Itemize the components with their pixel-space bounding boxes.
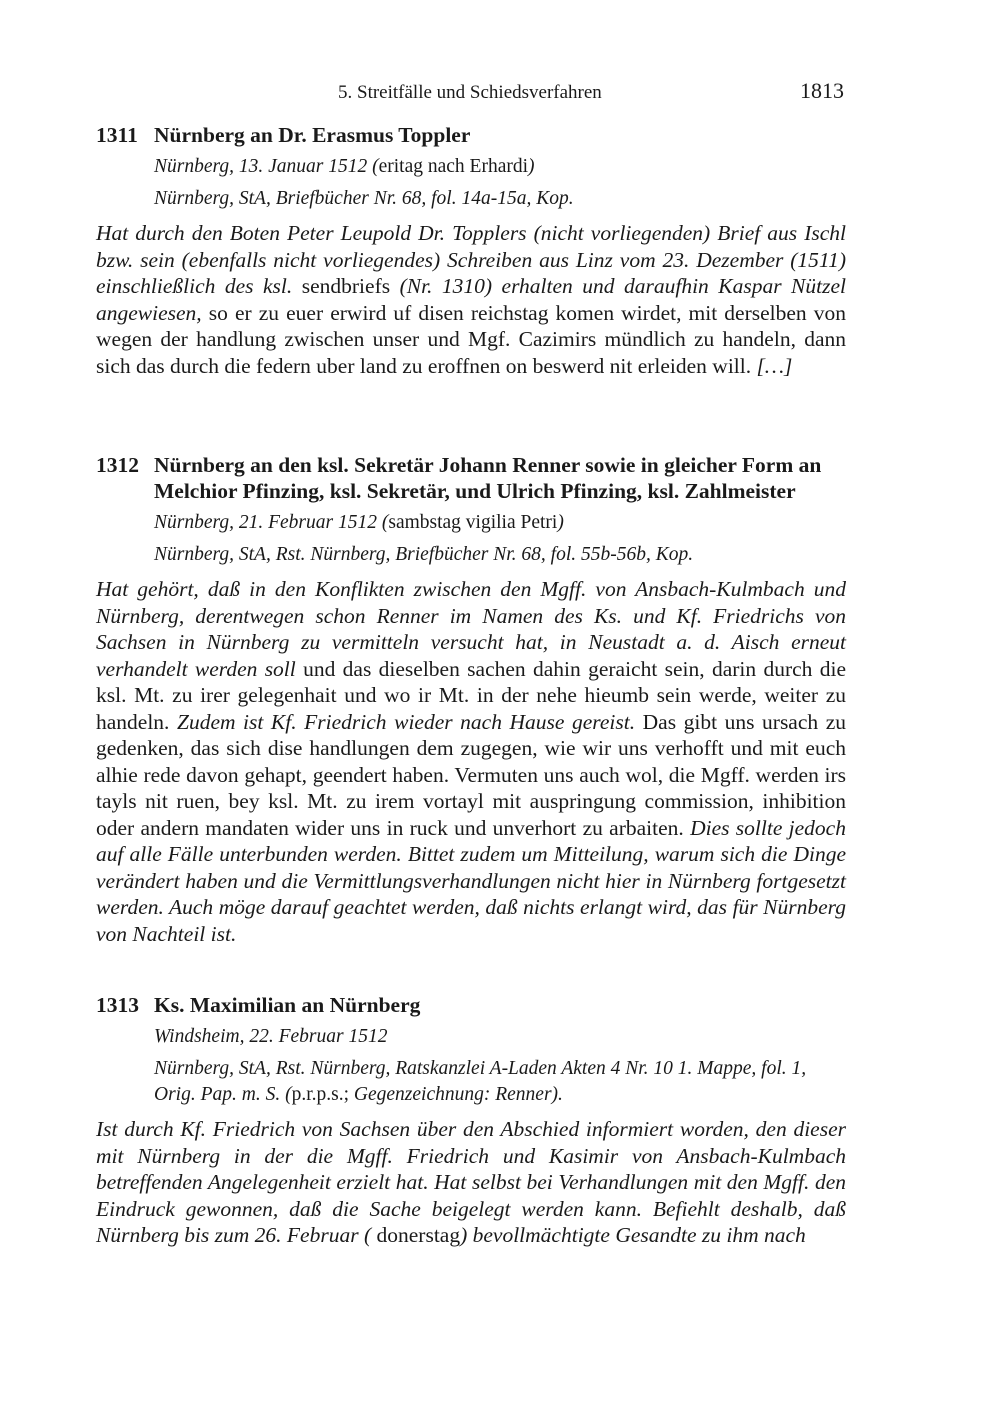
body-segment: Hat durch den Boten Peter Leupold Dr. Topplers (nicht vorliegenden) Brief aus Ischl bzw. sein (ebenfalls nicht vorliegendes) Schreiben aus Linz vom 23. Dezember (1511) einschließlich des ksl. (96, 221, 846, 298)
entry-source: Nürnberg, StA, Rst. Nürnberg, Briefbücher Nr. 68, fol. 55b-56b, Kop. (154, 544, 694, 565)
date-close: ) (557, 512, 564, 533)
entry-heading (96, 992, 846, 1018)
date-text: Nürnberg, 21. Februar 1512 ( (154, 512, 389, 533)
body-segment: Zudem ist Kf. Friedrich wieder nach Hause gereist. (176, 709, 643, 734)
body-segment: donerstag (371, 1223, 461, 1247)
entry-date (154, 510, 846, 536)
body-segment: und das dieselben sachen dahin geraicht sein, darin durch die ksl. Mt. zu irer gelegenhait und wo ir Mt. in der nehe hieumb sein werde, weiter zu handeln. (96, 656, 846, 734)
body-segment: (Nr. 1310) erhalten und daraufhin Kaspar Nützel angewiesen, (96, 274, 846, 325)
entry-1312 (96, 452, 846, 947)
entry-heading (96, 122, 846, 148)
body-segment: Das gibt uns ursach zu gedenken, das sich dise handlungen dem zugegen, wie wir uns verhofft und mit euch alhie rede davon gehapt, geendert haben. Vermuten uns auch wol, die Mgff. werden irs tayls nit ruen, bey ksl. Mt. zu irem vortayl mit auspringung commission, inhibition oder andern mandaten wider uns in ruck und unverhort zu arbaiten. (96, 709, 846, 840)
date-text: Nürnberg, 13. Januar 1512 ( (154, 156, 379, 177)
date-original: sambstag vigilia Petri (388, 512, 558, 533)
entry-title: Nürnberg an Dr. Erasmus Toppler (154, 123, 471, 147)
date-close: ) (528, 156, 535, 177)
entry-body (96, 576, 846, 947)
entry-body (96, 220, 846, 379)
entry-body (96, 1116, 846, 1249)
entry-date (154, 154, 846, 180)
running-header (96, 80, 844, 106)
entry-1313 (96, 992, 846, 1249)
entry-source: Nürnberg, StA, Briefbücher Nr. 68, fol. 14a-15a, Kop. (154, 188, 574, 209)
body-segment: Ist durch Kf. Friedrich von Sachsen über den Abschied informiert worden, den dieser mit Nürnberg in der die Mgff. Friedrich und Kasimir von Ansbach-Kulmbach betreffenden Angelegenheit erzielt hat. Hat selbst bei Verhandlungen mit den Mgff. den Eindruck gewonnen, daß die Sache beigelegt werden kann. Befiehlt deshalb, daß Nürnberg bis zum 26. Februar ( (96, 1117, 846, 1247)
page-number: 1813 (800, 78, 844, 103)
entry-heading (96, 452, 846, 504)
body-segment: ) bevollmächtigte Gesandte zu ihm nach (460, 1223, 806, 1247)
date-original: eritag nach Erhardi (378, 156, 529, 177)
entry-title: Nürnberg an den ksl. Sekretär Johann Renner sowie in gleicher Form an Melchior Pfinzing, ksl. Sekretär, und Ulrich Pfinzing, ksl. Zahlmeister (154, 453, 822, 503)
source-close: Gegenzeichnung: Renner). (349, 1084, 563, 1105)
source-text: Nürnberg, StA, Rst. Nürnberg, Ratskanzlei A-Laden Akten 4 Nr. 10 1. Mappe, fol. 1, Orig. Pap. m. S. ( (154, 1058, 807, 1105)
entry-1311 (96, 122, 846, 379)
entry-date: Windsheim, 22. Februar 1512 (154, 1026, 388, 1047)
entry-source (154, 1056, 846, 1108)
entry-number: 1313 (96, 993, 139, 1017)
entry-number: 1312 (96, 453, 139, 477)
running-header-title: 5. Streitfälle und Schiedsverfahren (338, 82, 602, 103)
source-original: p.r.p.s.; (291, 1084, 350, 1105)
body-segment: so er zu euer erwird uf disen reichstag komen wirdet, mit derselben von wegen der handlung zwischen unser und Mgf. Cazimirs mündlich zu handeln, dann sich das durch die federn uber land zu eroffnen on beswerd nit erleiden will. (96, 300, 847, 378)
body-segment: Hat gehört, daß in den Konflikten zwischen den Mgff. von Ansbach-Kulmbach und Nürnberg, derentwegen schon Renner im Namen des Ks. und Kf. Friedrichs von Sachsen in Nürnberg zu vermitteln versucht hat, in Neustadt a. d. Aisch erneut verhandelt werden soll (96, 577, 846, 681)
entry-number: 1311 (96, 123, 138, 147)
body-segment: […] (756, 353, 793, 378)
entry-title: Ks. Maximilian an Nürnberg (154, 993, 421, 1017)
body-segment: sendbriefs (301, 274, 400, 298)
body-segment: Dies sollte jedoch auf alle Fälle unterbunden werden. Bittet zudem um Mitteilung, warum sich die Dinge verändert haben und die Vermittlungsverhandlungen nicht hier in Nürnberg fortgesetzt werden. Auch möge darauf geachtet werden, daß nichts erlangt wird, das für Nürnberg von Nachteil ist. (96, 815, 846, 946)
